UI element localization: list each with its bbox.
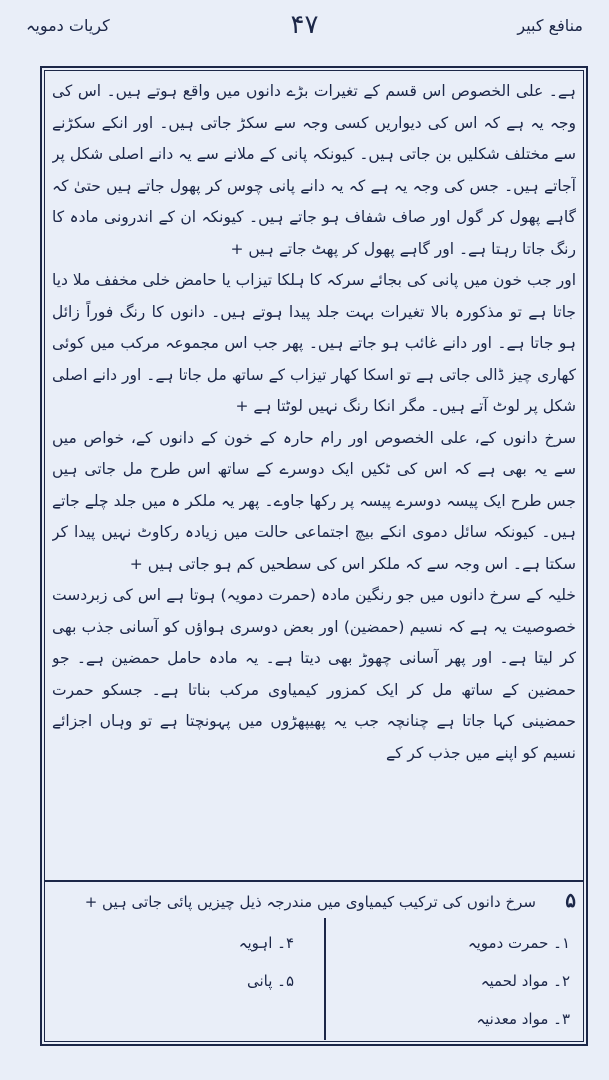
paragraph-3: سرخ دانوں کے، علی الخصوص اور رام حارہ کے خون کے دانوں کے، خواص میں سے یہ بھی ہے کہ اس کی ٹکیں ایک دوسرے کے ساتھ اس طرح مل جاتی ہیں جس طرح ایک پیسہ دوسرے پیسہ پر رکھا جاوے۔ پھر یہ ملکر ہ میں جلد چلے جاتے ہیں۔ کیونکہ سائل دموی انکے بیچ اجتماعی حالت میں زیادہ رکاوٹ نہیں پیدا کر سکتا ہے۔ اس وجہ سے کہ ملکر اس کی سطحیں کم ہو جاتی ہیں + — [52, 428, 576, 573]
list-item: ۲۔ مواد لحمیہ — [480, 972, 570, 990]
list-item: ۱۔ حمرت دمویہ — [467, 934, 570, 952]
body-text — [52, 76, 576, 876]
paragraph-2: اور جب خون میں پانی کی بجائے سرکہ کا ہلکا تیزاب یا حامض خلی مخفف ملا دیا جاتا ہے تو مذکورہ بالا تغیرات بہت جلد پیدا ہوتے ہیں۔ دانوں کا رنگ فوراً زائل ہو جاتا ہے۔ اور دانے غائب ہو جاتے ہیں۔ پھر جب اس مجموعہ مرکب میں کوئی کھاری چیز ڈالی جاتی ہے تو اسکا کھار تیزاب کے ساتھ مل جاتا ہے۔ اور دانے اصلی شکل پر لوٹ آتے ہیں۔ مگر انکا رنگ نہیں لوٹتا ہے + — [52, 271, 576, 415]
chapter-title: کریات دمویہ — [26, 16, 110, 35]
list-item: ۴۔ اہویہ — [238, 934, 294, 952]
book-title: منافع کبیر — [517, 16, 583, 35]
page-header — [16, 6, 593, 58]
list-item: ۳۔ مواد معدنیہ — [476, 1010, 570, 1028]
composition-section — [44, 880, 584, 1042]
list-item: ۵۔ پانی — [246, 972, 294, 990]
section-heading: سرخ دانوں کی ترکیب کیمیاوی میں مندرجہ ذیل چیزیں پائی جاتی ہیں + — [84, 893, 536, 911]
components-column-left — [64, 924, 294, 1000]
page-number: ۴۷ — [290, 10, 319, 40]
section-number: ۵ — [565, 888, 576, 912]
components-column-right — [330, 924, 570, 1038]
paragraph-1: ہے۔ علی الخصوص اس قسم کے تغیرات بڑے دانوں میں واقع ہوتے ہیں۔ اس کی وجہ یہ ہے کہ اس کی دیواریں کسی وجہ سے سکڑ جاتی ہیں۔ اور انکے سکڑنے سے مختلف شکلیں بن جاتی ہیں۔ کیونکہ پانی کے ملانے سے یہ دانے اصلی شکل پر آجاتے ہیں۔ جس کی وجہ یہ ہے کہ یہ دانے پانی چوس کر پھول جاتے ہیں حتیٰ کہ گاہے پھول کر گول اور صاف شفاف ہو جاتے ہیں۔ کیونکہ ان کے اندرونی مادہ کا رنگ جاتا رہتا ہے۔ اور گاہے پھول کر پھٹ جاتے ہیں + — [52, 82, 576, 258]
column-divider — [324, 918, 326, 1040]
paragraph-4: خلیہ کے سرخ دانوں میں جو رنگین مادہ (حمرت دمویہ) ہوتا ہے اس کی زبردست خصوصیت یہ ہے کہ نسیم (حمضین) اور بعض دوسری ہواؤں کو آسانی جذب بھی کر لیتا ہے۔ اور پھر آسانی چھوڑ بھی دیتا ہے۔ یہ مادہ حامل حمضین ہے۔ جو حمضین کے ساتھ مل کر ایک کمزور کیمیاوی مرکب بناتا ہے۔ جسکو حمرت حمضینی کہا جاتا ہے چنانچہ جب یہ پھیپھڑوں میں پہونچتا ہے تو وہاں اجزائے نسیم کو اپنے میں جذب کر کے — [52, 586, 576, 762]
